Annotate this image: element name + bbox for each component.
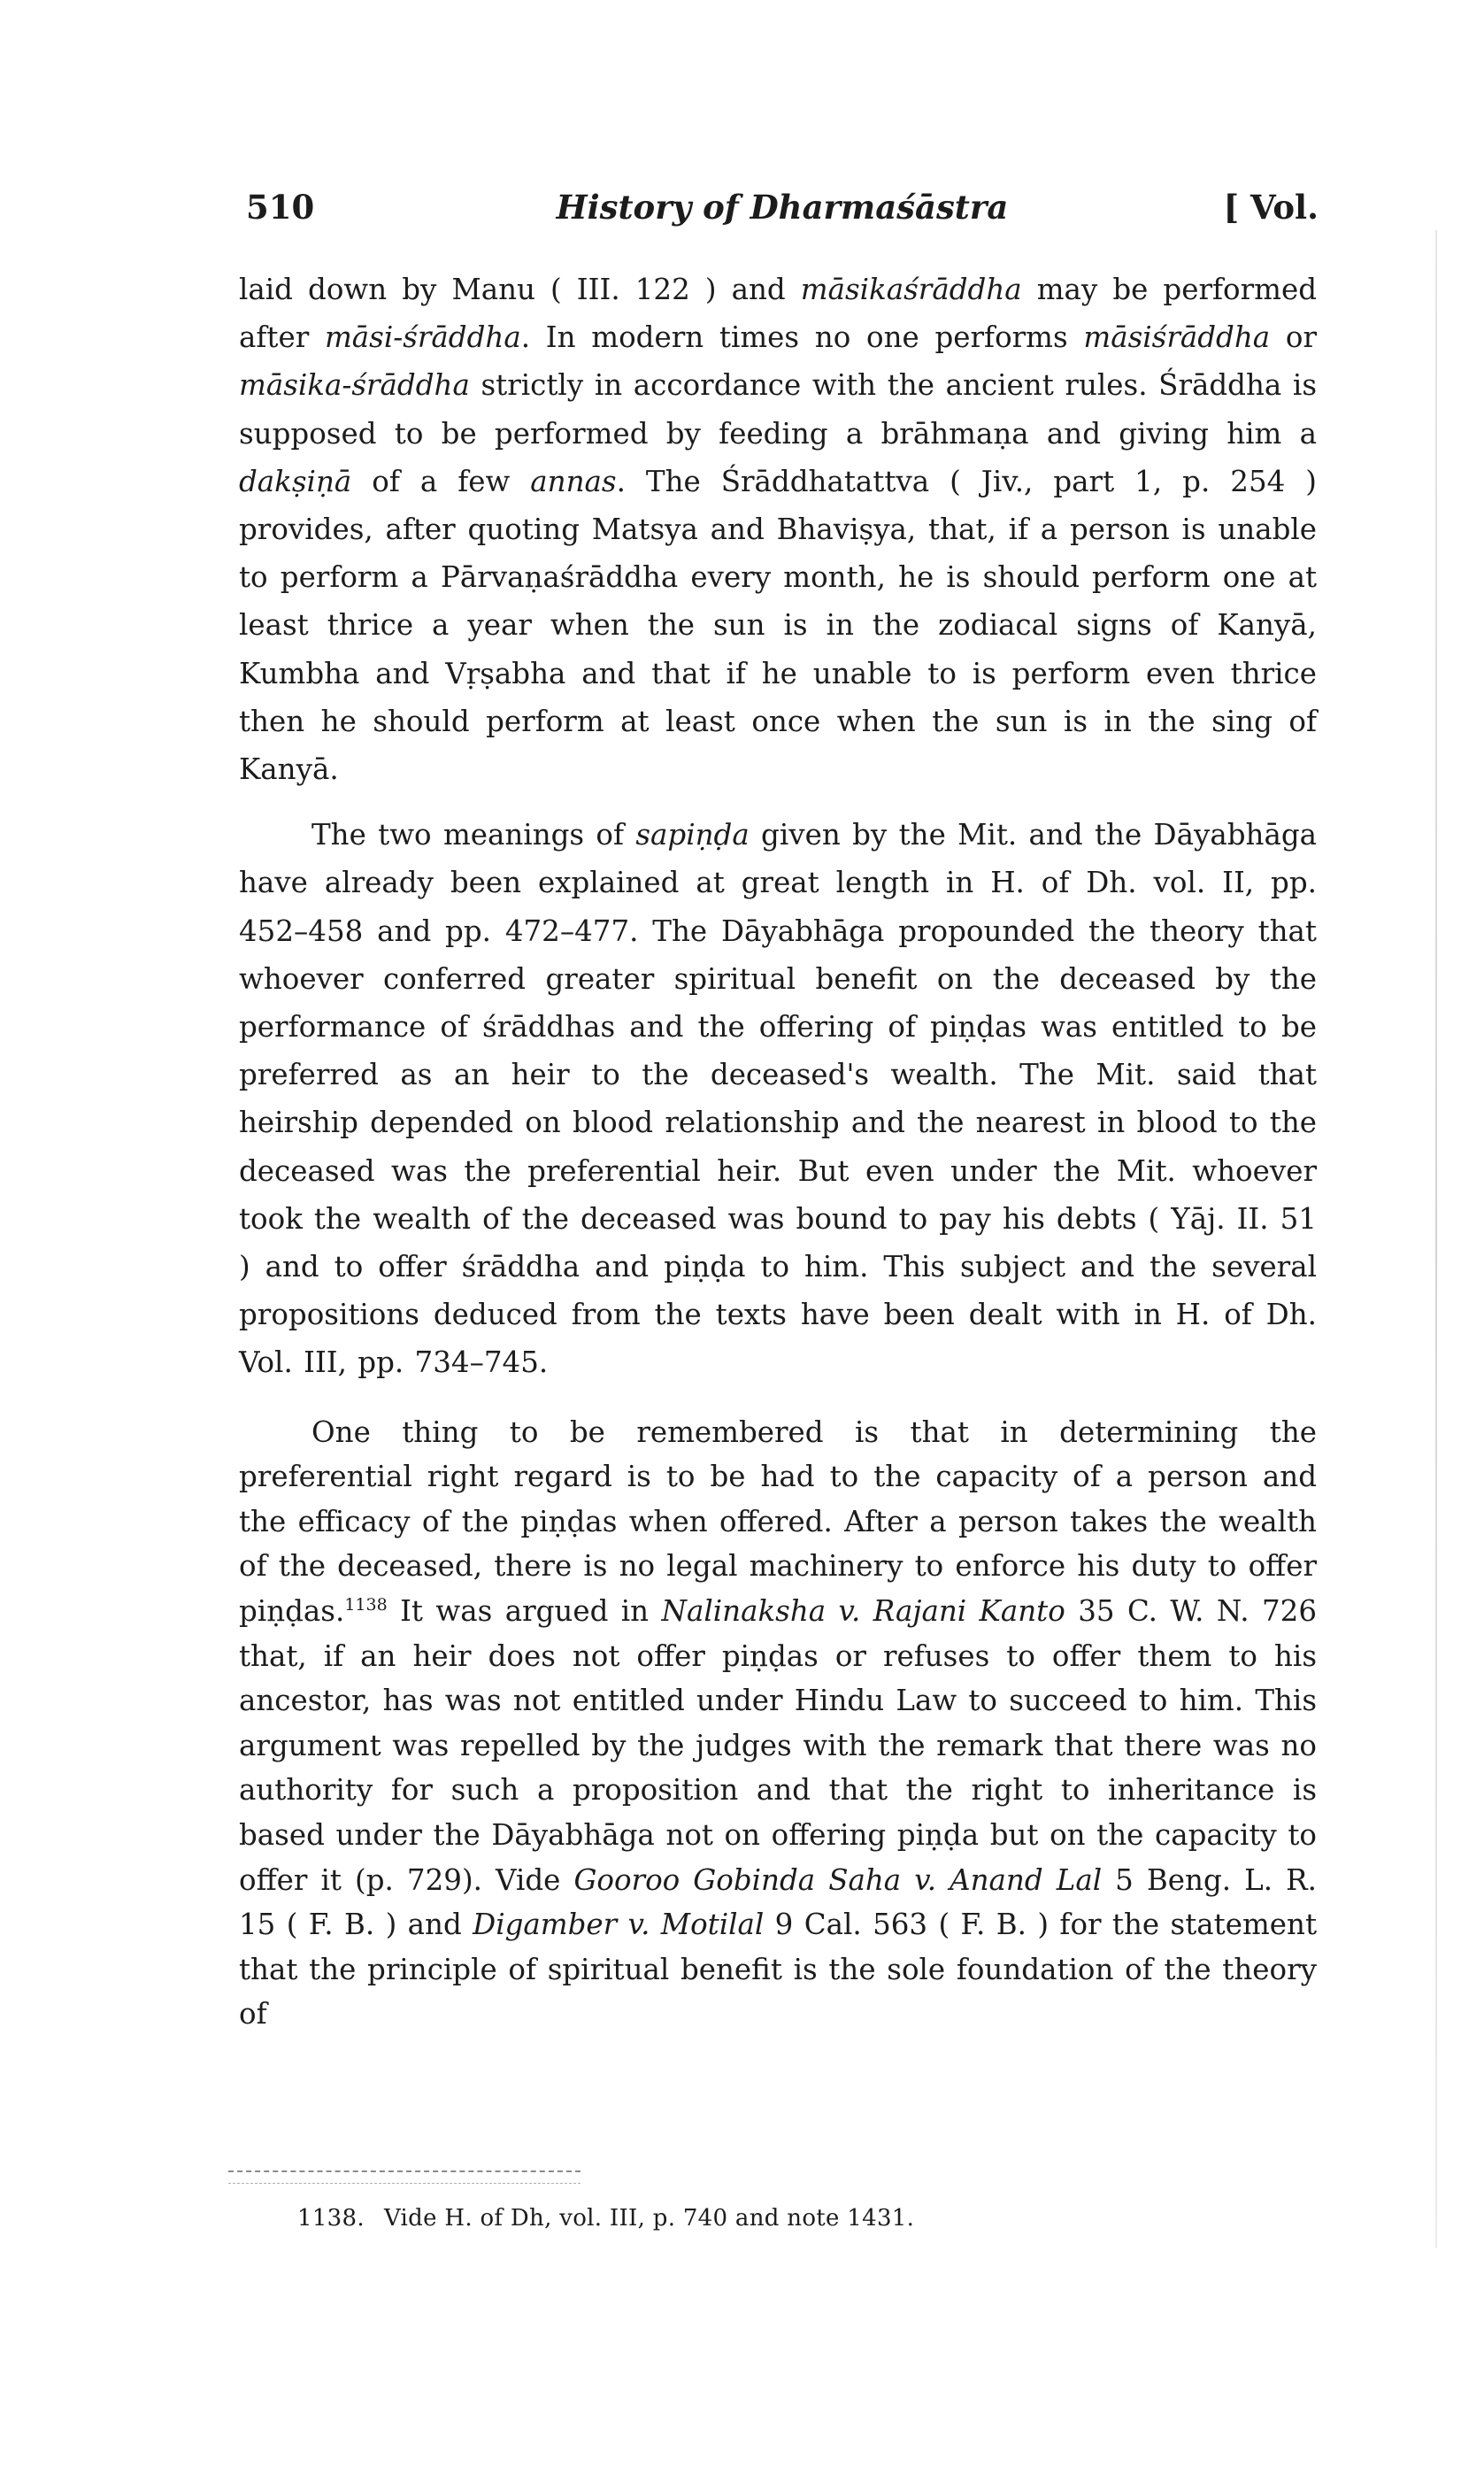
footnote-number: 1138. xyxy=(297,2205,365,2232)
text-run: The two meanings of xyxy=(311,818,636,852)
footnote xyxy=(297,2201,1306,2236)
italic-term: sapiṇḍa xyxy=(635,818,750,852)
page-number: 510 xyxy=(246,188,315,227)
footnote-divider xyxy=(228,2170,581,2184)
text-run: One thing to be remembered is that in determining the preferential right regard is to be had to the capacity of a person and the efficacy of the piṇḍas when offered. After a person takes the wealth of the deceased, there is no legal machinery to enforce his duty to offer piṇḍas. xyxy=(239,1415,1317,1629)
paragraph-3 xyxy=(239,1410,1317,2037)
paragraph-1 xyxy=(239,266,1317,793)
text-run: . In modern times no one performs xyxy=(520,320,1084,355)
italic-case-name: Digamber v. Motilal xyxy=(473,1908,765,1942)
italic-term: māsiśrāddha xyxy=(1083,320,1271,355)
text-run: or xyxy=(1270,320,1317,355)
italic-term: māsika-śrāddha xyxy=(239,368,470,403)
italic-term: dakṣiṇā xyxy=(239,464,352,498)
italic-case-name: Nalinaksha v. Rajani Kanto xyxy=(661,1594,1065,1629)
running-title: History of Dharmaśāstra xyxy=(556,188,1009,227)
text-run: 35 C. W. N. 726 that, if an heir does not offer piṇḍas or refuses to offer them to his ancestor, has was not entitled under Hindu Law to succeed to him. This argument was repelled by the judges with the remark that there was no authority for such a proposition and that the right to inheritance is based under the Dāyabhāga not on offering piṇḍa but on the capacity to offer it (p. 729). Vide xyxy=(239,1594,1318,1897)
text-run: strictly in accordance with the ancient rules. Śrāddha is supposed to be performed by feeding a brāhmaṇa and giving him a xyxy=(239,368,1317,451)
text-run: may be performed after xyxy=(239,273,1317,355)
text-run: . The Śrāddhatattva ( Jiv., part 1, p. 254 ) provides, after quoting Matsya and Bhaviṣya, that, if a person is unable to perform a Pārvaṇaśrāddha every month, he is should perform one at least thrice a year when the sun is in the zodiacal signs of Kanyā, Kumbha and Vṛṣabha and that if he unable to is perform even thrice then he should perform at least once when the sun is in the sing of Kanyā. xyxy=(239,464,1317,787)
text-run: 9 Cal. 563 ( F. B. ) for the statement that the principle of spiritual benefit is the sole foundation of the theory of xyxy=(239,1908,1317,2031)
italic-term: māsi-śrāddha xyxy=(324,320,521,355)
text-run: of a few xyxy=(351,464,531,498)
italic-term: māsikaśrāddha xyxy=(800,273,1022,306)
text-run: given by the Mit. and the Dāyabhāga have already been explained at great length in H. of Dh. vol. II, pp. 452–458 and pp. 472–477. The Dāyabhāga propounded the theory that whoever conferred greater spiritual benefit on the deceased by the performance of śrāddhas and the offering of piṇḍas was entitled to be preferred as an heir to the deceased's wealth. The Mit. said that heirship depended on blood relationship and the nearest in blood to the deceased was the preferential heir. But even under the Mit. whoever took the wealth of the deceased was bound to pay his debts ( Yāj. II. 51 ) and to offer śrāddha and piṇḍa to him. This subject and the several propositions deduced from the texts have been dealt with in H. of Dh. Vol. III, pp. 734–745. xyxy=(239,818,1317,1380)
paragraph-2 xyxy=(239,811,1317,1386)
text-run: It was argued in xyxy=(387,1594,662,1629)
scan-edge-line xyxy=(1435,230,1437,2248)
text-run: 5 Beng. L. R. 15 ( F. B. ) and xyxy=(239,1862,1317,1942)
page-header xyxy=(246,181,1319,234)
volume-marker: [ Vol. xyxy=(1223,188,1319,227)
body-text xyxy=(239,266,1317,2037)
italic-term: annas xyxy=(530,464,617,498)
footnote-text: Vide H. of Dh, vol. III, p. 740 and note 1431. xyxy=(383,2205,915,2232)
footnote-reference: 1138 xyxy=(344,1595,388,1615)
italic-case-name: Gooroo Gobinda Saha v. Anand Lal xyxy=(573,1862,1103,1897)
text-run: laid down by Manu ( III. 122 ) and xyxy=(239,273,801,306)
